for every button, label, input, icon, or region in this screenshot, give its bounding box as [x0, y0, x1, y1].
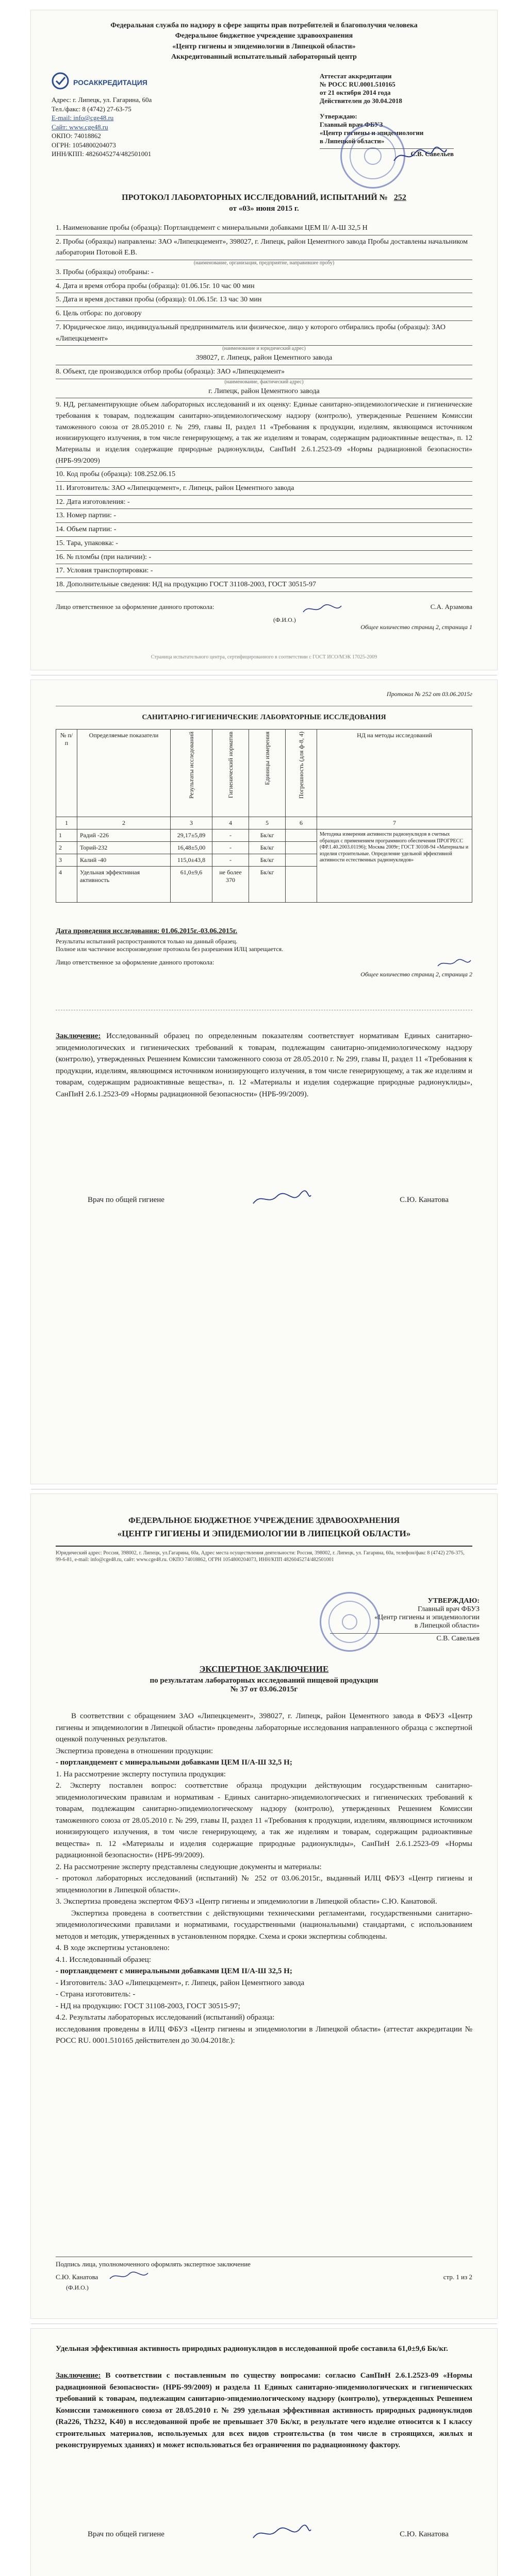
expert-page-1 — [31, 1494, 497, 2318]
table-cell: 29,17±5,89 — [171, 829, 212, 842]
footer-label: Лицо ответственное за оформление данного протокола: — [56, 603, 214, 611]
expert-subtitle: по результатам лабораторных исследований пищевой продукции — [150, 1676, 378, 1685]
col-number: 5 — [249, 817, 286, 829]
col-header: Гигиенический норматив — [226, 732, 234, 799]
table-cell: Торий-232 — [77, 842, 171, 854]
bottom-note: Страница испытательного центра, сертифицированного в соответствии с ГОСТ ИСО/МЭК 17025-2009 — [151, 654, 377, 660]
doctor-label: Врач по общей гигиене — [88, 2530, 164, 2538]
conclusion-label: Заключение: — [56, 1032, 101, 1040]
paragraph: - портландцемент с минеральными добавками ЦЕМ II/А-Ш 32,5 Н; — [56, 1758, 292, 1767]
protocol-title-row — [31, 193, 497, 202]
contact-line: ИНН/КПП: 4826045274/482501001 — [52, 150, 152, 158]
table-cell: Калий -40 — [77, 854, 171, 867]
approval-line: Главный врач ФБУЗ — [320, 121, 383, 128]
table-cell: 1 — [56, 829, 77, 842]
col-number: 4 — [212, 817, 249, 829]
table-cell: 61,0±9,6 — [171, 867, 212, 903]
field-sublabel: (наименование, фактический адрес) — [224, 379, 304, 385]
field-row: 18. Дополнительные сведения: НД на продукцию ГОСТ 31108-2003, ГОСТ 30515-97 — [56, 578, 472, 592]
table-cell: Бк/кг — [249, 867, 286, 903]
rosaccreditation-logo-icon — [52, 72, 69, 92]
paragraph: - НД на продукцию: ГОСТ 31108-2003, ГОСТ 30515-97; — [56, 2002, 240, 2010]
research-dates: Дата проведения исследования: 01.06.2015г.-03.06.2015г. — [56, 927, 238, 935]
paragraph: Экспертиза проведена в отношении продукции: — [56, 1747, 213, 1755]
table-cell — [286, 867, 317, 903]
org-header-line: Федеральная служба по надзору в сфере защиты прав потребителей и благополучия человека — [110, 22, 418, 29]
approval-line: «Центр гигиены и эпидемиологии — [374, 1614, 480, 1621]
signature — [302, 603, 343, 617]
table-cell: 4 — [56, 867, 77, 903]
table-title: САНИТАРНО-ГИГИЕНИЧЕСКИЕ ЛАБОРАТОРНЫЕ ИССЛЕДОВАНИЯ — [142, 714, 386, 721]
accreditation-line: Аттестат аккредитации — [320, 72, 392, 80]
footer-name: С.А. Арзамова — [430, 603, 472, 611]
col-header: Погрешность (для ф-8, 4) — [297, 732, 305, 799]
field-sublabel: (наименование и юридический адрес) — [222, 346, 306, 352]
table-cell: Радий -226 — [77, 829, 171, 842]
col-number: 3 — [171, 817, 212, 829]
accreditation-line: Действителен до 30.04.2018 — [320, 97, 402, 105]
page-note: Общее количество страниц 2, страница 1 — [360, 623, 472, 631]
approval-line: «Центр гигиены и эпидемиологии — [320, 129, 424, 137]
approval-line: УТВЕРЖДАЮ: — [427, 1597, 480, 1605]
approval-line: Утверждаю: — [320, 112, 357, 120]
footer-fio: (Ф.И.О.) — [66, 2284, 89, 2291]
field-row: 9. НД, регламентирующие объем лабораторных исследований и их оценку: Единые санитарно-эпидемиологические и гигиенические требования к товарам, подлежащим санитарно-эпидемиологическому надзору (контролю), утвержденные Решением Комиссии таможенного союза от 28.05.2010 г. № 299, главы II, раздел 11 «Требования к продукции, изделиям, являющимся источником ионизирующего излучения, в том числе генерирующему, а так же изделиям и товарам, содержащим радиоактивные вещества», п. 12 Материалы и изделия содержащие природные радионуклиды, СанПиН 2.6.1.2523-09 «Нормы радиационной безопасности» (НРБ-99/2009) — [56, 398, 472, 468]
address-line: Юридический адрес: Россия, 398002, г. Липецк, ул.Гагарина, 60а, Адрес места осуществления деятельности: Россия, 398002, г. Липецк, ул. Гагарина, 60а, телефон/факс 8 (4742) 276-375, 99-6-81, e-mail: info@cge48.ru, сайт: www.cge48.ru. ОКПО 74018862, ОГРН 1054800204073, ИНН/КПП 4826045274/482501001 — [56, 1546, 472, 1563]
page1-footer — [56, 603, 472, 617]
accreditation-line: № РОСС RU.0001.510165 — [320, 80, 395, 88]
org-line: ФЕДЕРАЛЬНОЕ БЮДЖЕТНОЕ УЧРЕЖДЕНИЕ ЗДРАВООХРАНЕНИЯ — [128, 1516, 400, 1525]
approval-line: в Липецкой области» — [320, 137, 385, 145]
footer-label: Лицо ответственное за оформление данного протокола: — [56, 958, 214, 966]
expert-page-2 — [31, 2329, 497, 2576]
table-cell: 115,0±43,8 — [171, 854, 212, 867]
table-cell: не более 370 — [212, 867, 249, 903]
doctor-name: С.Ю. Канатова — [400, 2530, 449, 2538]
paragraph: 2. Эксперту поставлен вопрос: соответствие образца продукции действующим государственным санитарно-эпидемиологическим правилам и нормативам - Единых санитарно-эпидемиологических и гигиенических требований к товарам, подлежащим санитарно-эпидемиологическому надзору (контролю), утвержденных Решением Комиссии таможенного союза от 28.05.2010 г. № 299, главы II, раздел 11 «Требования к продукции, изделиям, являющимся источником ионизирующего излучения, в том числе генерирующему, а так же изделиям и товарам, содержащим радиоактивные вещества» п. 12 «Материалы и изделия содержащие природные радионуклиды», СанПиН 2.6.1.2523-09 «Нормы радиационной безопасности» (НРБ-99/2009). — [56, 1782, 472, 1859]
table-cell: Удельная эффективная активность — [77, 867, 171, 903]
table-cell — [286, 854, 317, 867]
paragraph: 4. В ходе экспертизы установлено: — [56, 1944, 170, 1952]
paragraph: 1. На рассмотрение эксперту поступила продукция: — [56, 1770, 226, 1778]
field-row: 4. Дата и время отбора пробы (образца): 01.06.15г. 10 час 00 мин — [56, 280, 472, 294]
field-row: 13. Номер партии: - — [56, 509, 472, 523]
paragraph: 4.2. Результаты лабораторных исследований (испытаний) образца: — [56, 2013, 275, 2022]
contact-line: ОГРН: 1054800204073 — [52, 141, 116, 149]
field-row: 398027, г. Липецк, район Цементного завода — [56, 351, 472, 365]
expert-footer — [56, 2257, 472, 2292]
paragraph: Экспертиза проведена в соответствии с действующими техническими регламентами, государственными санитарно-эпидемиологическими правилами и нормативами, государственными (национальными) стандартами, с использованием методов и методик, утвержденных в установленном порядке. Схема и сроки экспертизы соблюдены. — [56, 1909, 472, 1941]
field-row: г. Липецк, район Цементного завода — [56, 385, 472, 399]
table-cell: - — [212, 829, 249, 842]
footer-name: С.Ю. Канатова — [56, 2273, 98, 2281]
paragraph: исследования проведены в ИЛЦ ФБУЗ «Центр гигиены и эпидемиологии в Липецкой области» (аттестат аккредитации № РОСС RU. 0001.510165 действителен до 30.04.2018г.): — [56, 2025, 472, 2045]
org-header-line: «Центр гигиены и эпидемиологии в Липецкой области» — [172, 42, 356, 50]
field-row: 2. Пробы (образцы) направлены: ЗАО «Липецкцемент», 398027, г. Липецк, район Цементного завода Пробы доставлены начальником лаборатории Потовой Е.В. — [56, 235, 472, 260]
field-row: 15. Тара, упаковка: - — [56, 537, 472, 551]
protocol-title: ПРОТОКОЛ ЛАБОРАТОРНЫХ ИССЛЕДОВАНИЙ, ИСПЫТАНИЙ № — [122, 193, 388, 202]
org-header-line: Аккредитованный испытательный лабораторный центр — [171, 53, 357, 61]
table-header-row — [56, 730, 472, 817]
org-line: «ЦЕНТР ГИГИЕНЫ И ЭПИДЕМИОЛОГИИ В ЛИПЕЦКОЙ ОБЛАСТИ» — [117, 1529, 411, 1538]
protocol-date: от «03» июня 2015 г. — [229, 205, 299, 213]
table-cell: 16,48±5,00 — [171, 842, 212, 854]
activity-heading: Удельная эффективная активность природных радионуклидов в исследованной пробе составила 61,0±9,6 Бк/кг. — [56, 2345, 448, 2353]
table-cell: 2 — [56, 842, 77, 854]
col-number: 1 — [56, 817, 77, 829]
conclusion-text: Исследованный образец по определенным показателям соответствует нормативам Единых санитарно-эпидемиологических и гигиенических требований к товарам, подлежащим санитарно-эпидемиологическому надзору (контролю), утвержденных Решением Комиссии таможенного союза от 28.05.2010 г. № 299, главы II, раздел 11 «Требования к продукции, изделиям, являющимся источником ионизирующего излучения, в том числе генерирующему, а так же изделиям и товарам, содержащим радиоактивные вещества», п. 12 «Материалы и изделия содержащие природные радионуклиды», СанПиН 2.6.1.2523-09 «Нормы радиационной безопасности» (НРБ-99/2009). — [56, 1032, 473, 1098]
expert-title: ЭКСПЕРТНОЕ ЗАКЛЮЧЕНИЕ — [199, 1664, 329, 1674]
col-number: 7 — [317, 817, 472, 829]
field-sublabel: (наименование, организация, предприятие, направившее пробу) — [193, 260, 335, 266]
page-note: Общее количество страниц 2, страница 2 — [360, 971, 472, 978]
approval-line: в Липецкой области» — [414, 1622, 480, 1630]
signature — [392, 145, 449, 168]
paragraph: - Страна изготовитель: - — [56, 1990, 136, 1998]
doctor-sign-row — [88, 1190, 449, 1210]
conclusion-label: Заключение: — [56, 2371, 101, 2380]
conclusion-block — [56, 1030, 472, 1100]
paragraph: 3. Экспертиза проведена экспертом ФБУЗ «Центр гигиены и эпидемиологии в Липецкой области» С.Ю. Канатовой. — [56, 1897, 437, 1906]
paragraph: 4.1. Исследованный образец: — [56, 1955, 151, 1964]
dates-block — [56, 927, 472, 978]
org-header-line: Федеральное бюджетное учреждение здравоохранения — [175, 32, 353, 40]
conclusion-block — [56, 2370, 472, 2451]
contact-line: ОКПО: 74018862 — [52, 132, 101, 140]
signature — [108, 2270, 150, 2284]
protocol-page-1 — [31, 10, 497, 670]
doctor-name: С.Ю. Канатова — [400, 1196, 449, 1204]
field-row: 16. № пломбы (при наличии): - — [56, 551, 472, 565]
footer-sign-label: (Ф.И.О.) — [273, 616, 296, 623]
col-header: НД на методы исследований — [317, 730, 472, 817]
col-number: 6 — [286, 817, 317, 829]
field-row: 5. Дата и время доставки пробы (образца): 01.06.15г. 13 час 30 мин — [56, 293, 472, 307]
contact-line: Сайт: www.cge48.ru — [52, 123, 108, 131]
logo-text: РОСАККРЕДИТАЦИЯ — [73, 78, 147, 87]
org-header — [31, 10, 497, 62]
conclusion-text: В соответствии с поставленным по существу вопросами: согласно СанПиН 2.6.1.2523-09 «Нормы радиационной безопасности» (НРБ-99/2009) и раздела 11 Единых санитарно-эпидемиологических и гигиенических требований к товарам, подлежащим санитарно-эпидемиологическому надзору (контролю), утвержденных Решением Комиссии таможенного союза от 28.05.2010 г. № 299 удельная эффективная активность природных радионуклидов (Ra226, Th232, K40) в исследованной пробе не превышает 370 Бк/кг, в результате чего изделие относится к I классу строительных материалов, используемых для всех видов строительства (в том числе в строящихся, жилых и реконструируемых зданиях) и может использоваться без ограничения по радиационному фактору. — [56, 2371, 472, 2449]
doctor-label: Врач по общей гигиене — [88, 1196, 164, 1204]
col-header: Единицы измерения — [263, 732, 271, 785]
col-header: Определяемые показатели — [77, 730, 171, 817]
field-row: 11. Изготовитель: ЗАО «Липецкцемент», г. Липецк, район Цементного завода — [56, 482, 472, 496]
field-row: 3. Пробы (образцы) отобраны: - — [56, 266, 472, 280]
doctor-sign-row — [88, 2524, 449, 2545]
method-cell: Методика измерения активности радионуклидов в счетных образцах с применением программного обеспечения ПРОГРЕСС (ФР.1.40.2003.01196); Москва 2009г; ГОСТ 30108-94 «Материалы и изделия строительные. Определение удельной эффективной активности естественных радионуклидов» — [317, 829, 472, 903]
protocol-fields — [31, 222, 497, 592]
stamp — [320, 1592, 380, 1652]
table-cell: - — [212, 842, 249, 854]
note-line: Результаты испытаний распространяются только на данный образец. — [56, 938, 238, 945]
results-table — [56, 729, 472, 903]
table-cell — [286, 842, 317, 854]
contacts-block — [52, 72, 222, 159]
expert-body — [56, 1710, 472, 2047]
signature — [251, 1190, 313, 1210]
field-row: 6. Цель отбора: по договору — [56, 307, 472, 321]
table-cell — [286, 829, 317, 842]
table-cell: - — [212, 854, 249, 867]
table-cell: Бк/кг — [249, 842, 286, 854]
signature — [251, 2524, 313, 2545]
expert-title-block — [31, 1664, 497, 1694]
footer-page: стр. 1 из 2 — [443, 2273, 472, 2281]
col-number: 2 — [77, 817, 171, 829]
field-row: 8. Объект, где производился отбор пробы (образца): ЗАО «Липецкцемент» — [56, 365, 472, 379]
table-cell: 3 — [56, 854, 77, 867]
accreditation-line: от 21 октября 2014 года — [320, 89, 391, 96]
note-line: Полное или частичное воспроизведение протокола без разрешения ИЛЦ запрещается. — [56, 945, 284, 953]
expert-number: № 37 от 03.06.2015г — [230, 1685, 298, 1693]
org-block — [31, 1494, 497, 1540]
paragraph: В соответствии с обращением ЗАО «Липецкцемент», 398027, г. Липецк, район Цементного завода в ФБУЗ «Центр гигиены и эпидемиологии в Липецкой области» проведены лабораторные исследования направленного образца с экспертной оценкой полученных результатов. — [56, 1712, 472, 1743]
paragraph: - Изготовитель: ЗАО «Липецкцемент», г. Липецк, район Цементного завода — [56, 1978, 305, 1987]
col-header: Результаты исследований — [187, 732, 195, 799]
protocol-number: 252 — [393, 193, 406, 202]
header-note: Протокол № 252 от 03.06.2015г — [386, 690, 472, 698]
contact-line: E-mail: info@cge48.ru — [52, 114, 114, 122]
contact-line: Тел./факс: 8 (4742) 27-63-75 — [52, 105, 131, 113]
footer-label: Подпись лица, уполномоченного оформлять экспертное заключение — [56, 2260, 251, 2268]
approval-line: Главный врач ФБУЗ — [418, 1605, 480, 1613]
col-header: № п/п — [56, 730, 77, 817]
field-row: 7. Юридическое лицо, индивидуальный предприниматель или физическое, лицо у которого отбирались пробы (образцы): ЗАО «Липецкцемент» — [56, 321, 472, 346]
field-row: 1. Наименование пробы (образца): Портландцемент с минеральными добавками ЦЕМ II/ А-Ш 32,5 Н — [56, 222, 472, 235]
table-cell: Бк/кг — [249, 854, 286, 867]
approval-sign-name: С.В. Савельев — [330, 1633, 480, 1643]
protocol-page-2 — [31, 680, 497, 1484]
approval-sign-name: С.В. Савельев — [320, 148, 454, 158]
field-row: 12. Дата изготовления: - — [56, 496, 472, 510]
signature — [436, 958, 472, 971]
field-row: 10. Код пробы (образца): 108.252.06.15 — [56, 468, 472, 482]
paragraph: 2. На рассмотрение эксперту представлены следующие документы и материалы: — [56, 1862, 322, 1871]
field-row: 17. Условия транспортировки: - — [56, 564, 472, 578]
table-row — [56, 829, 472, 842]
paragraph: - протокол лабораторных исследований (испытаний) № 252 от 03.06.2015г., выданный ИЛЦ ФБУЗ «Центр гигиены и эпидемиологии в Липецкой области». — [56, 1874, 472, 1894]
table-number-row — [56, 817, 472, 829]
table-cell: Бк/кг — [249, 829, 286, 842]
paragraph: - портландцемент с минеральными добавками ЦЕМ II/А-Ш 32,5 Н; — [56, 1967, 292, 1975]
field-row: 14. Объем партии: - — [56, 523, 472, 537]
contact-line: Адрес: г. Липецк, ул. Гагарина, 60а — [52, 96, 152, 104]
